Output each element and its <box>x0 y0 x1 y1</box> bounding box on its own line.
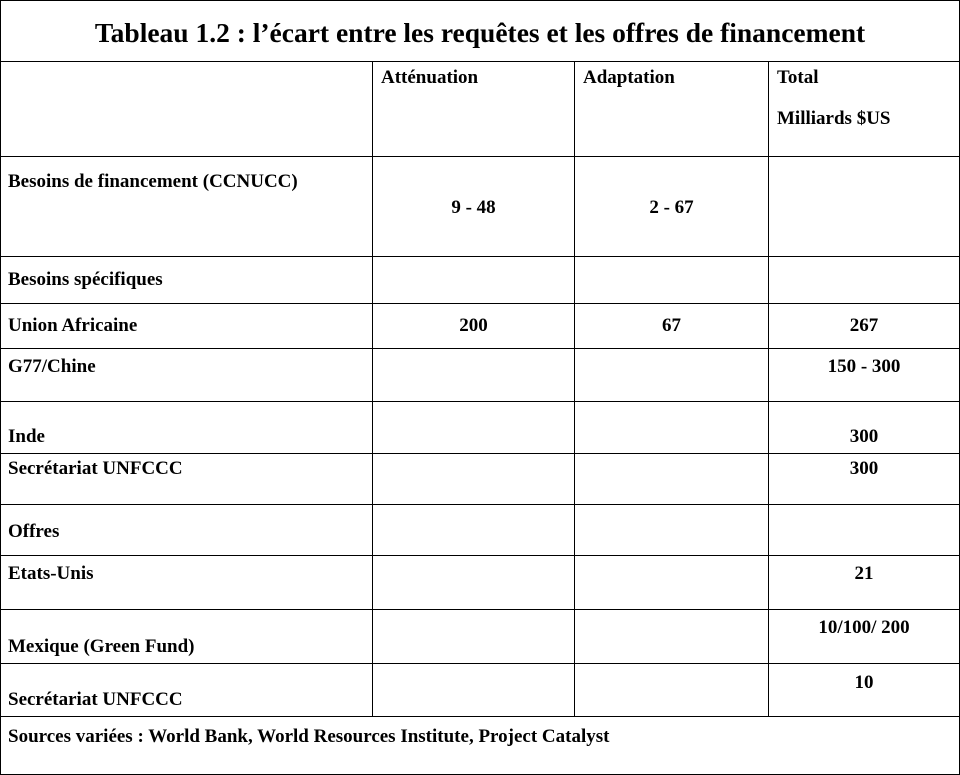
table-row <box>1 664 960 717</box>
cell-adaptation <box>575 664 769 717</box>
cell-attenuation: 9 - 48 <box>373 157 575 257</box>
sources-note: Sources variées : World Bank, World Resources Institute, Project Catalyst <box>1 717 960 775</box>
table-row <box>1 157 960 257</box>
table-title: Tableau 1.2 : l’écart entre les requêtes et les offres de financement <box>1 1 960 62</box>
row-label: Etats-Unis <box>1 556 373 610</box>
cell-total <box>769 505 960 556</box>
cell-attenuation <box>373 556 575 610</box>
table-row <box>1 610 960 664</box>
cell-total: 300 <box>769 402 960 454</box>
cell-adaptation <box>575 610 769 664</box>
cell-attenuation <box>373 349 575 402</box>
table-row <box>1 304 960 349</box>
cell-total: 21 <box>769 556 960 610</box>
cell-attenuation <box>373 664 575 717</box>
cell-total: 10/100/ 200 <box>769 610 960 664</box>
row-label: Besoins spécifiques <box>1 257 373 304</box>
row-label: Offres <box>1 505 373 556</box>
sources-row <box>1 717 960 775</box>
header-row <box>1 62 960 157</box>
cell-adaptation <box>575 257 769 304</box>
row-label: Mexique (Green Fund) <box>1 610 373 664</box>
table-row <box>1 257 960 304</box>
cell-total <box>769 257 960 304</box>
row-label: G77/Chine <box>1 349 373 402</box>
row-label: Besoins de financement (CCNUCC) <box>1 157 373 257</box>
cell-attenuation <box>373 610 575 664</box>
row-label: Union Africaine <box>1 304 373 349</box>
header-empty-cell <box>1 62 373 157</box>
table-row <box>1 556 960 610</box>
cell-total: 10 <box>769 664 960 717</box>
cell-adaptation: 67 <box>575 304 769 349</box>
cell-adaptation <box>575 349 769 402</box>
cell-total <box>769 157 960 257</box>
table-row <box>1 402 960 454</box>
cell-total: 267 <box>769 304 960 349</box>
header-total <box>769 62 960 157</box>
table-row <box>1 505 960 556</box>
cell-attenuation <box>373 454 575 505</box>
title-row <box>1 1 960 62</box>
header-adaptation: Adaptation <box>575 62 769 157</box>
table-row <box>1 349 960 402</box>
cell-total: 300 <box>769 454 960 505</box>
table-row <box>1 454 960 505</box>
cell-adaptation <box>575 454 769 505</box>
row-label: Inde <box>1 402 373 454</box>
cell-attenuation: 200 <box>373 304 575 349</box>
cell-attenuation <box>373 257 575 304</box>
cell-adaptation <box>575 556 769 610</box>
cell-attenuation <box>373 505 575 556</box>
header-total-label: Total <box>777 67 819 88</box>
header-total-unit: Milliards $US <box>777 107 891 129</box>
cell-adaptation <box>575 402 769 454</box>
row-label: Secrétariat UNFCCC <box>1 664 373 717</box>
cell-attenuation <box>373 402 575 454</box>
cell-adaptation <box>575 505 769 556</box>
cell-adaptation: 2 - 67 <box>575 157 769 257</box>
header-attenuation: Atténuation <box>373 62 575 157</box>
row-label: Secrétariat UNFCCC <box>1 454 373 505</box>
cell-total: 150 - 300 <box>769 349 960 402</box>
